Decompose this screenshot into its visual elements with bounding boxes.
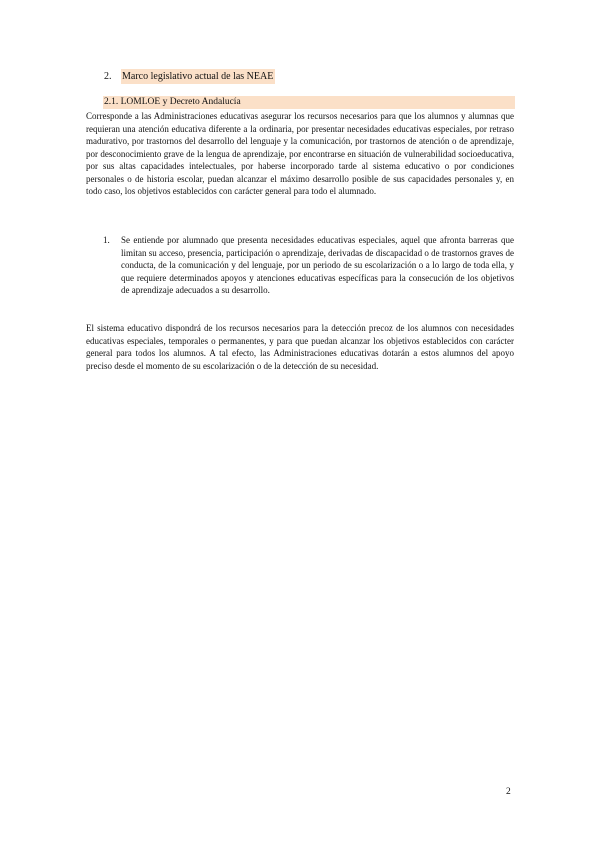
paragraph-intro: Corresponde a las Administraciones educativas asegurar los recursos necesarios para que los alumnos y alumnas que requieran una atención educativa diferente a la ordinaria, por presentar necesidades educativas especiales, por retraso madurativo, por trastornos del desarrollo del lenguaje y la comunicación, por trastornos de atención o de aprendizaje, por desconocimiento grave de la lengua de aprendizaje, por encontrarse en situación de vulnerabilidad socioeducativa, por sus altas capacidades intelectuales, por haberse incorporado tarde al sistema educativo o por condiciones personales o de historia escolar, puedan alcanzar el máximo desarrollo posible de sus capacidades personales y, en todo caso, los objetivos establecidos con carácter general para todo el alumnado. bbox=[86, 111, 514, 196]
section-title: Marco legislativo actual de las NEAE bbox=[122, 71, 274, 82]
paragraph-resources: El sistema educativo dispondrá de los recursos necesarios para la detección precoz de los alumnos con necesidades educativas especiales, temporales o permanentes, y para que puedan alcanzar los objetivos establecidos con carácter general para todos los alumnos. A tal efecto, las Administraciones educativas dotarán a estos alumnos del apoyo preciso desde el momento de su escolarización o de la detección de su necesidad. bbox=[86, 323, 514, 371]
list-item-number: 1. bbox=[103, 235, 110, 245]
section-heading bbox=[104, 69, 275, 84]
section-number: 2. bbox=[104, 71, 112, 82]
list-item bbox=[103, 234, 514, 297]
subsection-heading: 2.1. LOMLOE y Decreto Andalucía bbox=[103, 96, 515, 109]
list-item-text: Se entiende por alumnado que presenta necesidades educativas especiales, aquel que afronta barreras que limitan su acceso, presencia, participación o aprendizaje, derivadas de discapacidad o de trastornos graves de conducta, de la comunicación y del lenguaje, por un periodo de su escolarización o a lo largo de toda ella, y que requiere determinados apoyos y atenciones educativas específicas para la consecución de los objetivos de aprendizaje adecuados a su desarrollo. bbox=[121, 235, 514, 295]
page-number: 2 bbox=[506, 787, 511, 797]
